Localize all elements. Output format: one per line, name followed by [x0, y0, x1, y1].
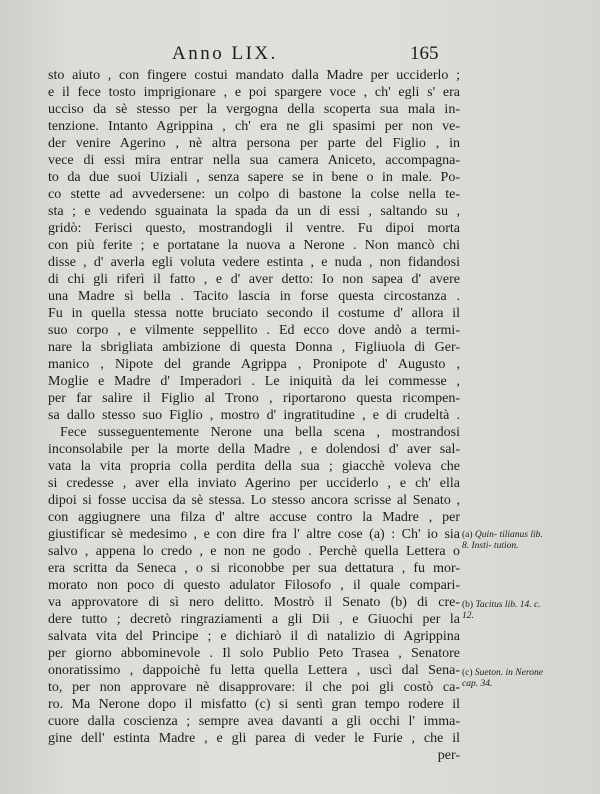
text-line: onoratissimo , dappoichè fu letta quella Lettera , uscì dal Sena- — [48, 663, 460, 678]
margin-note-c — [462, 668, 552, 690]
text-line: vata la vita propria colla perdita della sua ; giacchè voleva che — [48, 459, 460, 474]
margin-note-text: Tacitus lib. 14. c. 12. — [462, 600, 541, 621]
text-line: co stette ad avvedersene: un colpo di bastone la colse nella te- — [48, 187, 460, 202]
text-line: una Madre sì bella . Tacito lascia in forse questa circostanza . — [48, 289, 460, 304]
text-line: Moglie e Madre d' Imperadori . Le iniquità da lei commesse , — [48, 374, 460, 389]
text-line: vece di essi mira entrar nella sua camera Aniceto, accompagna- — [48, 153, 460, 168]
text-line: dere tutto ; decretò ringraziamenti a gli Dii , e Giuochi per la — [48, 612, 460, 627]
text-line: sa dallo stesso suo Figlio , mostro d' ingratitudine , e di crudeltà . — [48, 408, 460, 423]
margin-note-a — [462, 530, 552, 552]
text-line: inconsolabile per la morte della Madre , e dolendosi d' aver sal- — [48, 442, 460, 457]
text-line: cuore dalla coscienza ; sempre avea davanti a gli occhi l' imma- — [48, 714, 460, 729]
margin-note-text: Quin- tilianus lib. 8. Insti- tution. — [462, 530, 543, 551]
text-line: disse , d' averla egli voluta vedere estinta , e nuda , non fidandosi — [48, 255, 460, 270]
margin-note-mark: (c) — [462, 668, 473, 678]
text-line: dipoi si fosse uccisa da sè stessa. Lo stesso ancora scrisse al Senato , — [48, 493, 460, 508]
text-line: giustificar sè medesimo , e con dire fra l' altre cose (a) : Ch' io sia — [48, 527, 460, 542]
text-line: sta ; e vedendo sguainata la spada da un di essi , saltando su , — [48, 204, 460, 219]
text-line: suo corpo , e vilmente seppellito . Ed ecco dove andò a termi- — [48, 323, 460, 338]
margin-note-text: Sueton. in Nerone cap. 34. — [462, 668, 543, 689]
text-line: salvata vita del Principe ; e dichiarò il dì natalizio di Agrippina — [48, 629, 460, 644]
catchword: per- — [437, 748, 460, 763]
text-line: ro. Ma Nerone dopo il misfatto (c) si sentì gran tempo rodere il — [48, 697, 460, 712]
text-line: per far salire il Figlio al Trono , riportarono questa ricompen- — [48, 391, 460, 406]
margin-note-mark: (a) — [462, 530, 473, 540]
text-line: e il fece tosto imprigionare , e poi spargere voce , ch' egli s' era — [48, 85, 460, 100]
text-line: di chi gli riferì il fatto , e d' aver detto: Io non sapea d' avere — [48, 272, 460, 287]
text-line: to, per non approvare nè disapprovare: il che poi gli costò ca- — [48, 680, 460, 695]
text-line: per giorno abbominevole . Il solo Publio Peto Trasea , Senatore — [48, 646, 460, 661]
text-line: to da due suoi Uiziali , senza sapere se in bene o in male. Po- — [48, 170, 460, 185]
text-line: gridò: Ferisci questo, mostrandogli il ventre. Fu dipoi morta — [48, 221, 460, 236]
text-line: gine dell' estinta Madre , e gli parea di veder le Furie , che il — [48, 731, 460, 746]
text-line: manico , Nipote del grande Agrippa , Pronipote d' Augusto , — [48, 357, 460, 372]
text-line: morato non poco di questo adulator Filosofo , il quale compari- — [48, 578, 460, 593]
text-line: con più ferite ; e portatane la nuova a Nerone . Non mancò chi — [48, 238, 460, 253]
text-line: nare la sbrigliata ambizione di questa Donna , Figliuola di Ger- — [48, 340, 460, 355]
text-line: ucciso da sè stesso per la vergogna della scoperta sua mala in- — [48, 102, 460, 117]
text-line: sto aiuto , con fingere costui mandato dalla Madre per ucciderlo ; — [48, 68, 460, 83]
text-line: tenzione. Intanto Agrippina , ch' era ne gli spasimi per non ve- — [48, 119, 460, 134]
text-line: era scritta da Seneca , o si riconobbe per sua dettatura , fu mor- — [48, 561, 460, 576]
text-line: der venire Agerino , nè altra persona per parte del Figlio , in — [48, 136, 460, 151]
text-line: si credesse , aver ella inviato Agerino per ucciderlo , e ch' ella — [48, 476, 460, 491]
text-line: Fu in quella stessa notte bruciato secondo il costume d' allora il — [48, 306, 460, 321]
text-line: salvo , appena lo credo , e non ne godo . Perchè quella Lettera o — [48, 544, 460, 559]
paragraph-start-line: Fece susseguentemente Nerone una bella scena , mostrandosi — [60, 425, 460, 440]
margin-note-mark: (b) — [462, 600, 474, 610]
page-header-title: Anno LIX. — [172, 43, 278, 64]
page-number: 165 — [410, 43, 439, 64]
text-line: con aggiugnere una filza d' altre accuse contro la Madre , per — [48, 510, 460, 525]
text-line: va approvatore di sì nero delitto. Mostrò il Senato (b) di cre- — [48, 595, 460, 610]
margin-note-b — [462, 600, 552, 622]
